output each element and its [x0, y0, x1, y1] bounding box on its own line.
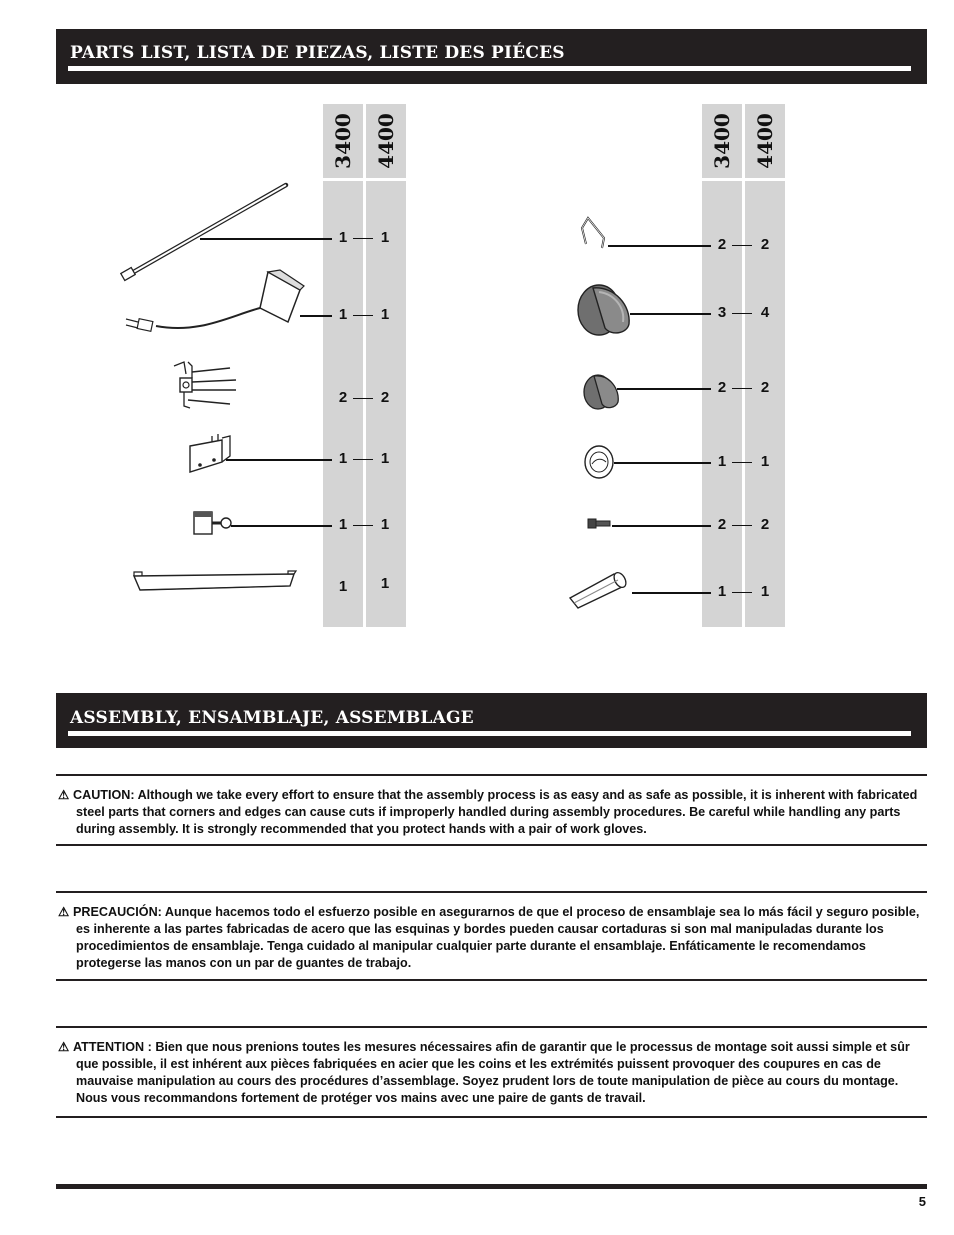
qty-4400: 1 — [380, 516, 390, 533]
screw-icon — [586, 514, 614, 532]
qty-4400: 4 — [760, 304, 770, 321]
rotisserie-motor-icon — [120, 268, 305, 338]
motor-bracket-icon — [186, 432, 234, 476]
warning-icon: ⚠ — [58, 1040, 70, 1054]
spit-fork-icon — [170, 360, 240, 412]
model-label: 4400 — [374, 113, 398, 169]
qty-3400: 1 — [338, 306, 348, 323]
grease-tray-icon — [130, 570, 300, 596]
warning-icon: ⚠ — [58, 905, 70, 919]
small-knob-icon — [582, 372, 622, 412]
qty-3400: 3 — [717, 304, 727, 321]
qty-4400: 2 — [760, 236, 770, 253]
caution-english — [56, 774, 927, 846]
counterbalance-icon — [190, 506, 234, 538]
caution-spanish — [56, 891, 927, 981]
qty-3400: 1 — [717, 583, 727, 600]
handle-tube-icon — [564, 568, 632, 612]
qty-4400: 1 — [380, 229, 390, 246]
banner-rule — [68, 66, 911, 71]
caution-text: PRECAUCIÓN: Aunque hacemos todo el esfuerzo posible en asegurarnos de que el proceso de ensamblaje sea lo más fácil y seguro posible, es inherente a las partes fabricadas de acero que las esquinas y bordes pueden causar cortaduras si son mal manipuladas durante los procedimientos de ensamblaje. Tenga cuidado al manipular cualquier parte durante el ensamblaje. Enfáticamente le recomendamos protegerse las manos con un par de guantes de trabajo. — [73, 905, 920, 970]
footer-rule — [56, 1184, 927, 1189]
qty-3400: 2 — [717, 379, 727, 396]
qty-3400: 1 — [338, 229, 348, 246]
parts-list-banner — [56, 29, 927, 84]
model-column-4400-left — [366, 104, 406, 627]
qty-4400: 1 — [380, 450, 390, 467]
model-column-3400-left — [323, 104, 363, 627]
qty-3400: 1 — [338, 578, 348, 595]
caution-french — [56, 1026, 927, 1118]
assembly-title: ASSEMBLY, ENSAMBLAJE, ASSEMBLAGE — [70, 708, 474, 728]
qty-3400: 2 — [338, 389, 348, 406]
model-label: 3400 — [710, 113, 734, 169]
qty-3400: 1 — [338, 450, 348, 467]
caution-text: ATTENTION : Bien que nous prenions toutes les mesures nécessaires afin de garantir que le processus de montage soit aussi simple et sûr que possible, il est inhérent aux pièces fabriquées en acier que les coins et les extrémités puissent provoquer des coupures en cas de mauvaise manipulation au cours des procédures d’assemblage. Soyez prudent lors de toute manipulation de pièce au cours du montage. Nous vous recommandons fortement de protéger vos mains avec une paire de gants de travail. — [73, 1040, 910, 1105]
qty-3400: 2 — [717, 516, 727, 533]
page-number: 5 — [918, 1194, 926, 1209]
qty-3400: 1 — [338, 516, 348, 533]
model-label: 4400 — [753, 113, 777, 169]
large-knob-icon — [575, 282, 635, 338]
qty-4400: 1 — [380, 306, 390, 323]
qty-4400: 1 — [760, 583, 770, 600]
banner-rule — [68, 731, 911, 736]
knob-bezel-icon — [582, 444, 618, 480]
qty-4400: 2 — [760, 379, 770, 396]
model-label: 3400 — [331, 113, 355, 169]
model-column-3400-right — [702, 104, 742, 627]
assembly-banner — [56, 693, 927, 748]
model-column-4400-right — [745, 104, 785, 627]
wire-hook-icon — [578, 214, 610, 256]
warning-icon: ⚠ — [58, 788, 70, 802]
qty-4400: 1 — [380, 575, 390, 592]
caution-text: CAUTION: Although we take every effort to ensure that the assembly process is as easy and as safe as possible, it is inherent with fabricated steel parts that corners and edges can cause cuts if improperly handled during assembly procedures. Be careful while handling any parts during assembly. It is strongly recommended that you protect hands with a pair of work gloves. — [73, 788, 918, 836]
qty-3400: 2 — [717, 236, 727, 253]
qty-4400: 1 — [760, 453, 770, 470]
parts-list-title: PARTS LIST, LISTA DE PIEZAS, LISTE DES PIÉCES — [70, 43, 565, 63]
qty-3400: 1 — [717, 453, 727, 470]
qty-4400: 2 — [760, 516, 770, 533]
qty-4400: 2 — [380, 389, 390, 406]
